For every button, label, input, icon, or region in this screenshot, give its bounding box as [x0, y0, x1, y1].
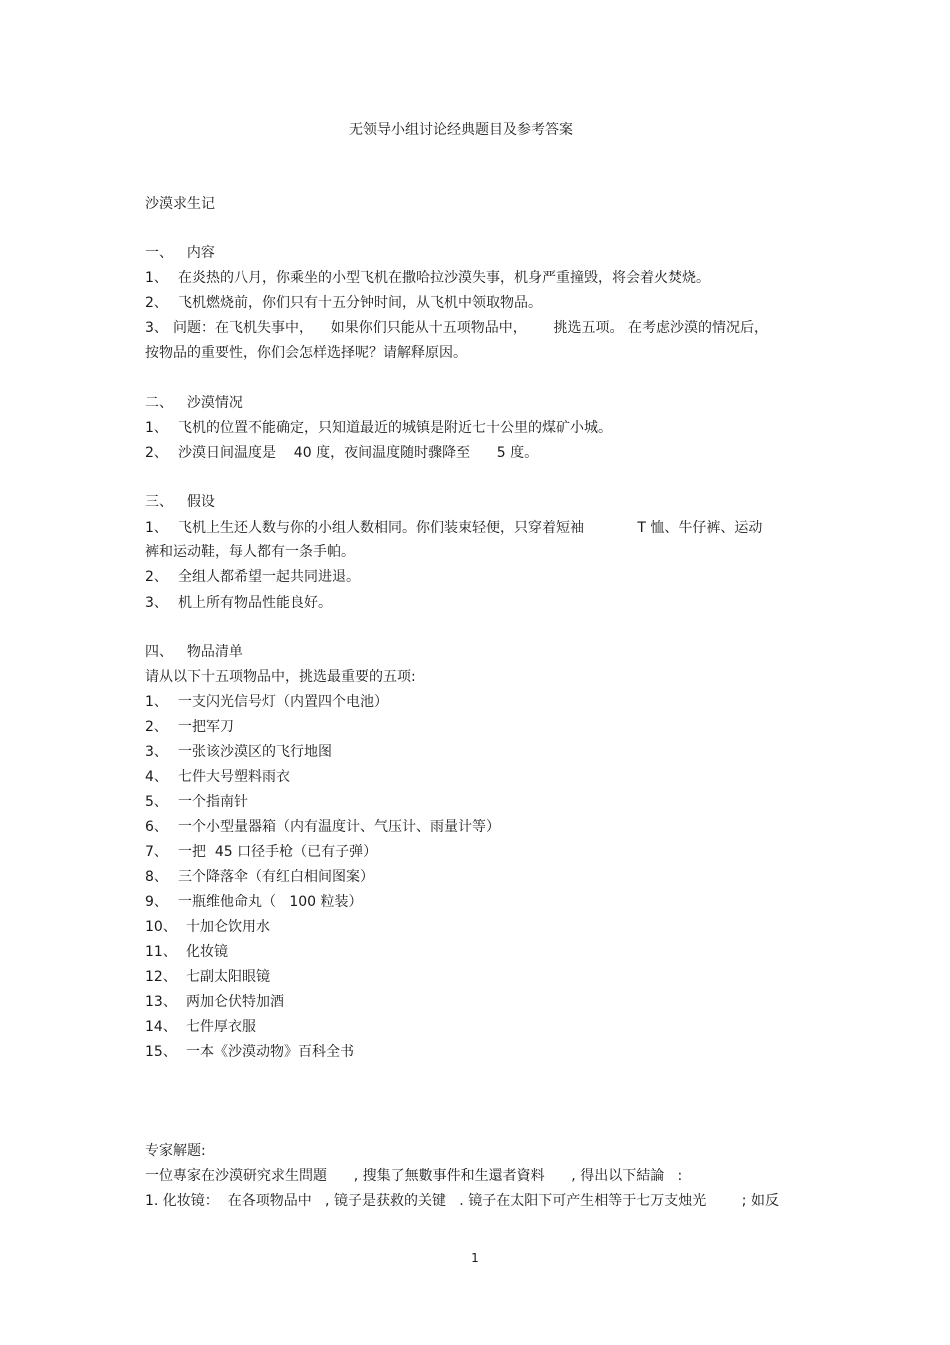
section-title: 内容: [186, 245, 215, 261]
section-heading: 二、 沙漠情况: [145, 395, 243, 411]
list-item: 9、 一瓶维他命丸（ 100 粒装）: [145, 894, 363, 910]
list-item: 4、 七件大号塑料雨衣: [145, 769, 290, 785]
page-number: 1: [471, 1251, 479, 1265]
list-item: 2、 一把军刀: [145, 719, 234, 735]
section-number: 一、: [145, 245, 173, 261]
list-item: 2、 飞机燃烧前，你们只有十五分钟时间，从飞机中领取物品。: [145, 295, 542, 311]
expert-label: 专家解题:: [145, 1143, 206, 1159]
list-item: 13、 两加仑伏特加酒: [145, 994, 284, 1010]
list-item-continuation: 裤和运动鞋，每人都有一条手帕。: [145, 544, 355, 560]
section-heading: 四、 物品清单: [145, 644, 243, 660]
list-item: 12、 七副太阳眼镜: [145, 969, 270, 985]
list-item: 1、 一支闪光信号灯（内置四个电池）: [145, 694, 388, 710]
expert-line: 1. 化妆镜： 在各项物品中 , 镜子是获救的关键 . 镜子在太阳下可产生相等于七万支烛光 ; 如反: [145, 1193, 779, 1209]
list-item: 3、 问题：在飞机失事中， 如果你们只能从十五项物品中， 挑选五项。 在考虑沙漠的情况后，: [145, 320, 768, 336]
list-item: 11、 化妆镜: [145, 944, 228, 960]
list-item: 1、 在炎热的八月，你乘坐的小型飞机在撒哈拉沙漠失事，机身严重撞毁，将会着火焚烧。: [145, 270, 710, 286]
list-item: 1、 飞机的位置不能确定，只知道最近的城镇是附近七十公里的煤矿小城。: [145, 420, 612, 436]
topic-heading: 沙漠求生记: [145, 196, 215, 212]
list-item: 3、 机上所有物品性能良好。: [145, 595, 332, 611]
expert-line: 一位專家在沙漠研究求生問題 , 搜集了無數事件和生還者資料 , 得出以下結論 :: [145, 1168, 683, 1184]
list-item: 10、 十加仑饮用水: [145, 919, 270, 935]
list-item: 3、 一张该沙漠区的飞行地图: [145, 744, 332, 760]
list-item: 6、 一个小型量器箱（内有温度计、气压计、雨量计等）: [145, 819, 500, 835]
list-item: 2、 沙漠日间温度是 40 度，夜间温度随时骤降至 5 度。: [145, 445, 539, 461]
list-item: 14、 七件厚衣服: [145, 1019, 256, 1035]
document-title: 无领导小组讨论经典题目及参考答案: [349, 122, 573, 138]
list-item: 7、 一把 45 口径手枪（已有子弹）: [145, 844, 378, 860]
section-heading: 三、 假设: [145, 494, 215, 510]
list-item-continuation: 按物品的重要性，你们会怎样选择呢？请解释原因。: [145, 345, 467, 361]
list-item: 8、 三个降落伞（有红白相间图案）: [145, 869, 374, 885]
list-item: 1、 飞机上生还人数与你的小组人数相同。你们装束轻便，只穿着短袖 T 恤、牛仔裤、运动: [145, 520, 763, 536]
section-intro: 请从以下十五项物品中，挑选最重要的五项:: [145, 669, 416, 685]
list-item: 5、 一个指南针: [145, 794, 248, 810]
section-heading: [145, 243, 215, 263]
list-item: 15、 一本《沙漠动物》百科全书: [145, 1044, 354, 1060]
list-item: 2、 全组人都希望一起共同进退。: [145, 569, 360, 585]
